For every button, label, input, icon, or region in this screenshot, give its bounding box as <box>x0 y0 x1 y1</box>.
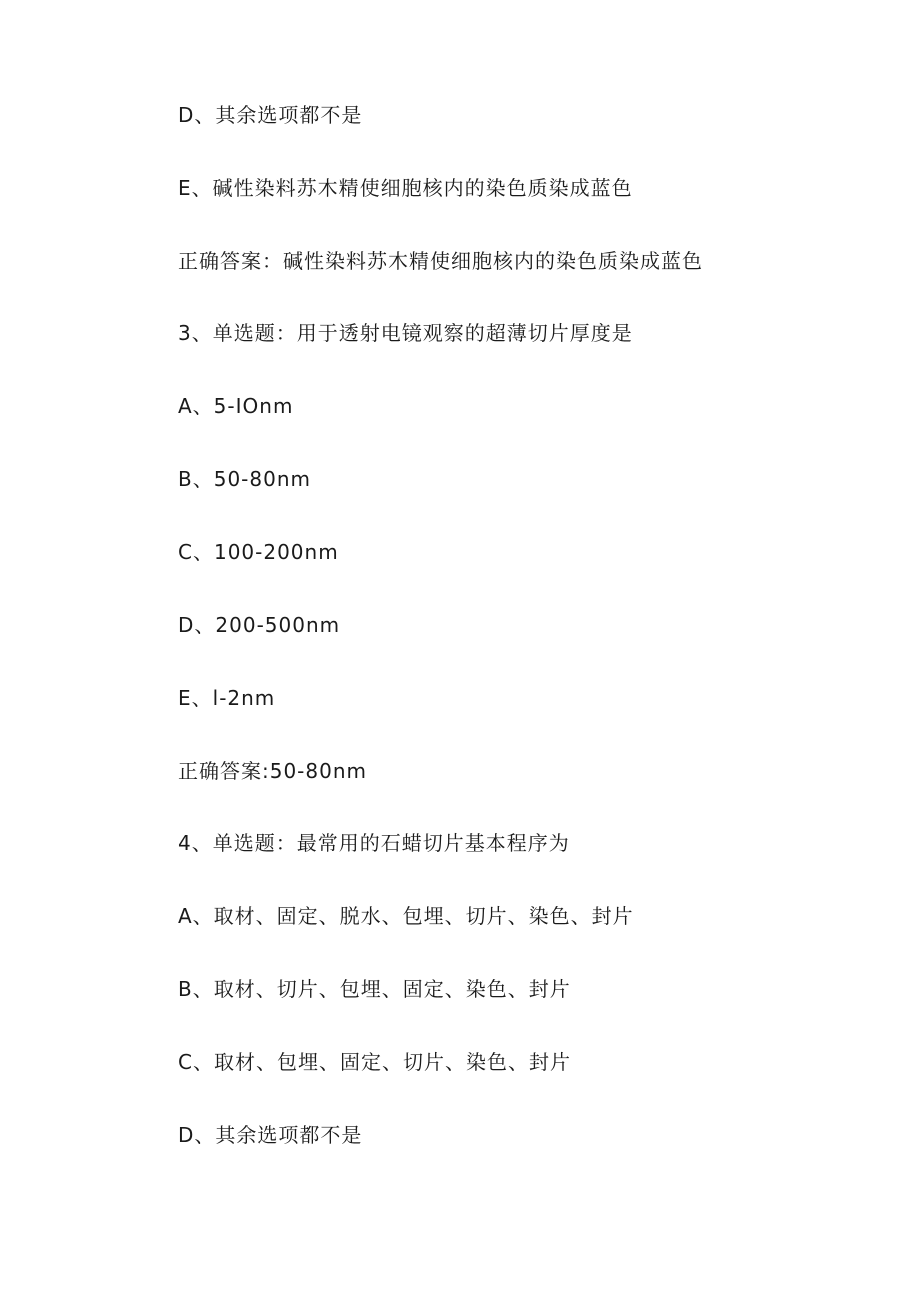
q3-option-a: A、5-IOnm <box>178 394 294 418</box>
q3-option-d: D、200-500nm <box>178 613 341 637</box>
q3-question: 3、单选题：用于透射电镜观察的超薄切片厚度是 <box>178 321 633 345</box>
q4-option-d: D、其余选项都不是 <box>178 1123 363 1147</box>
q2-option-e: E、碱性染料苏木精使细胞核内的染色质染成蓝色 <box>178 176 633 200</box>
q4-option-a: A、取材、固定、脱水、包埋、切片、染色、封片 <box>178 904 634 928</box>
q3-option-e: E、l-2nm <box>178 686 276 710</box>
q3-option-c: C、100-200nm <box>178 540 339 564</box>
q2-correct-answer: 正确答案：碱性染料苏木精使细胞核内的染色质染成蓝色 <box>178 249 703 273</box>
q4-option-c: C、取材、包埋、固定、切片、染色、封片 <box>178 1050 571 1074</box>
q2-option-d: D、其余选项都不是 <box>178 103 363 127</box>
q4-option-b: B、取材、切片、包埋、固定、染色、封片 <box>178 977 571 1001</box>
q3-option-b: B、50-80nm <box>178 467 311 491</box>
q3-correct-answer: 正确答案:50-80nm <box>178 759 368 783</box>
q4-question: 4、单选题：最常用的石蜡切片基本程序为 <box>178 831 570 855</box>
